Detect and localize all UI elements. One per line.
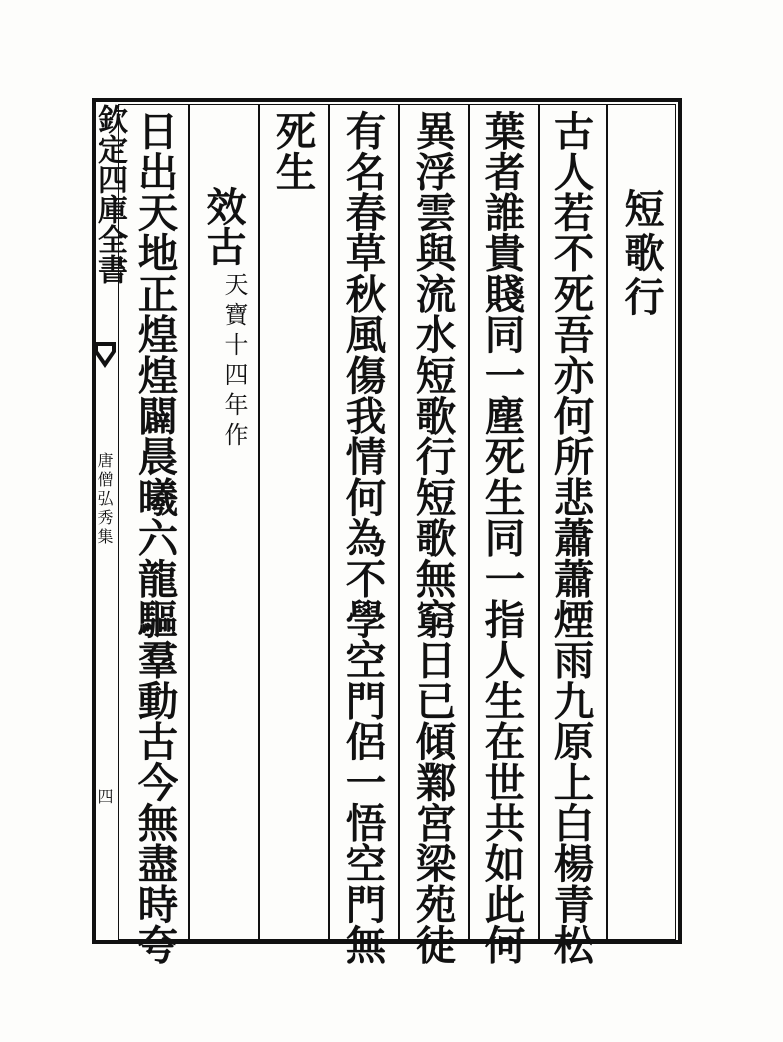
text-column-1: 古人若不死吾亦何所悲蕭蕭煙雨九原上白楊青松 — [546, 110, 595, 965]
column-rule — [606, 104, 608, 940]
column-rule — [468, 104, 470, 940]
heading-note: 天寶十四年作 — [220, 272, 248, 452]
column-rule — [538, 104, 540, 940]
column-rule — [398, 104, 400, 940]
series-title: 欽定四庫全書 — [92, 104, 127, 284]
text-column-3: 異浮雲與流水短歌行短歌無窮日已傾鄴宮梁苑徒 — [408, 110, 457, 965]
column-rule — [328, 104, 330, 940]
column-rule — [188, 104, 190, 940]
column-rule — [258, 104, 260, 940]
book-title: 唐僧弘秀集 — [95, 452, 114, 547]
text-column-6: 日出天地正煌煌闢晨曦六龍驅羣動古今無盡時夸 — [130, 110, 179, 965]
heading-short-song: 短歌行 — [618, 188, 665, 320]
heading-imitation: 效古 — [200, 186, 247, 266]
text-column-4: 有名春草秋風傷我情何為不學空門侶一悟空門無 — [338, 110, 387, 965]
text-column-2: 葉者誰貴賤同一塵死生同一指人生在世共如此何 — [477, 110, 526, 965]
page-number: 四 — [95, 788, 114, 804]
text-column-5: 死生 — [268, 110, 317, 192]
fishtail-mark-icon — [92, 338, 118, 374]
